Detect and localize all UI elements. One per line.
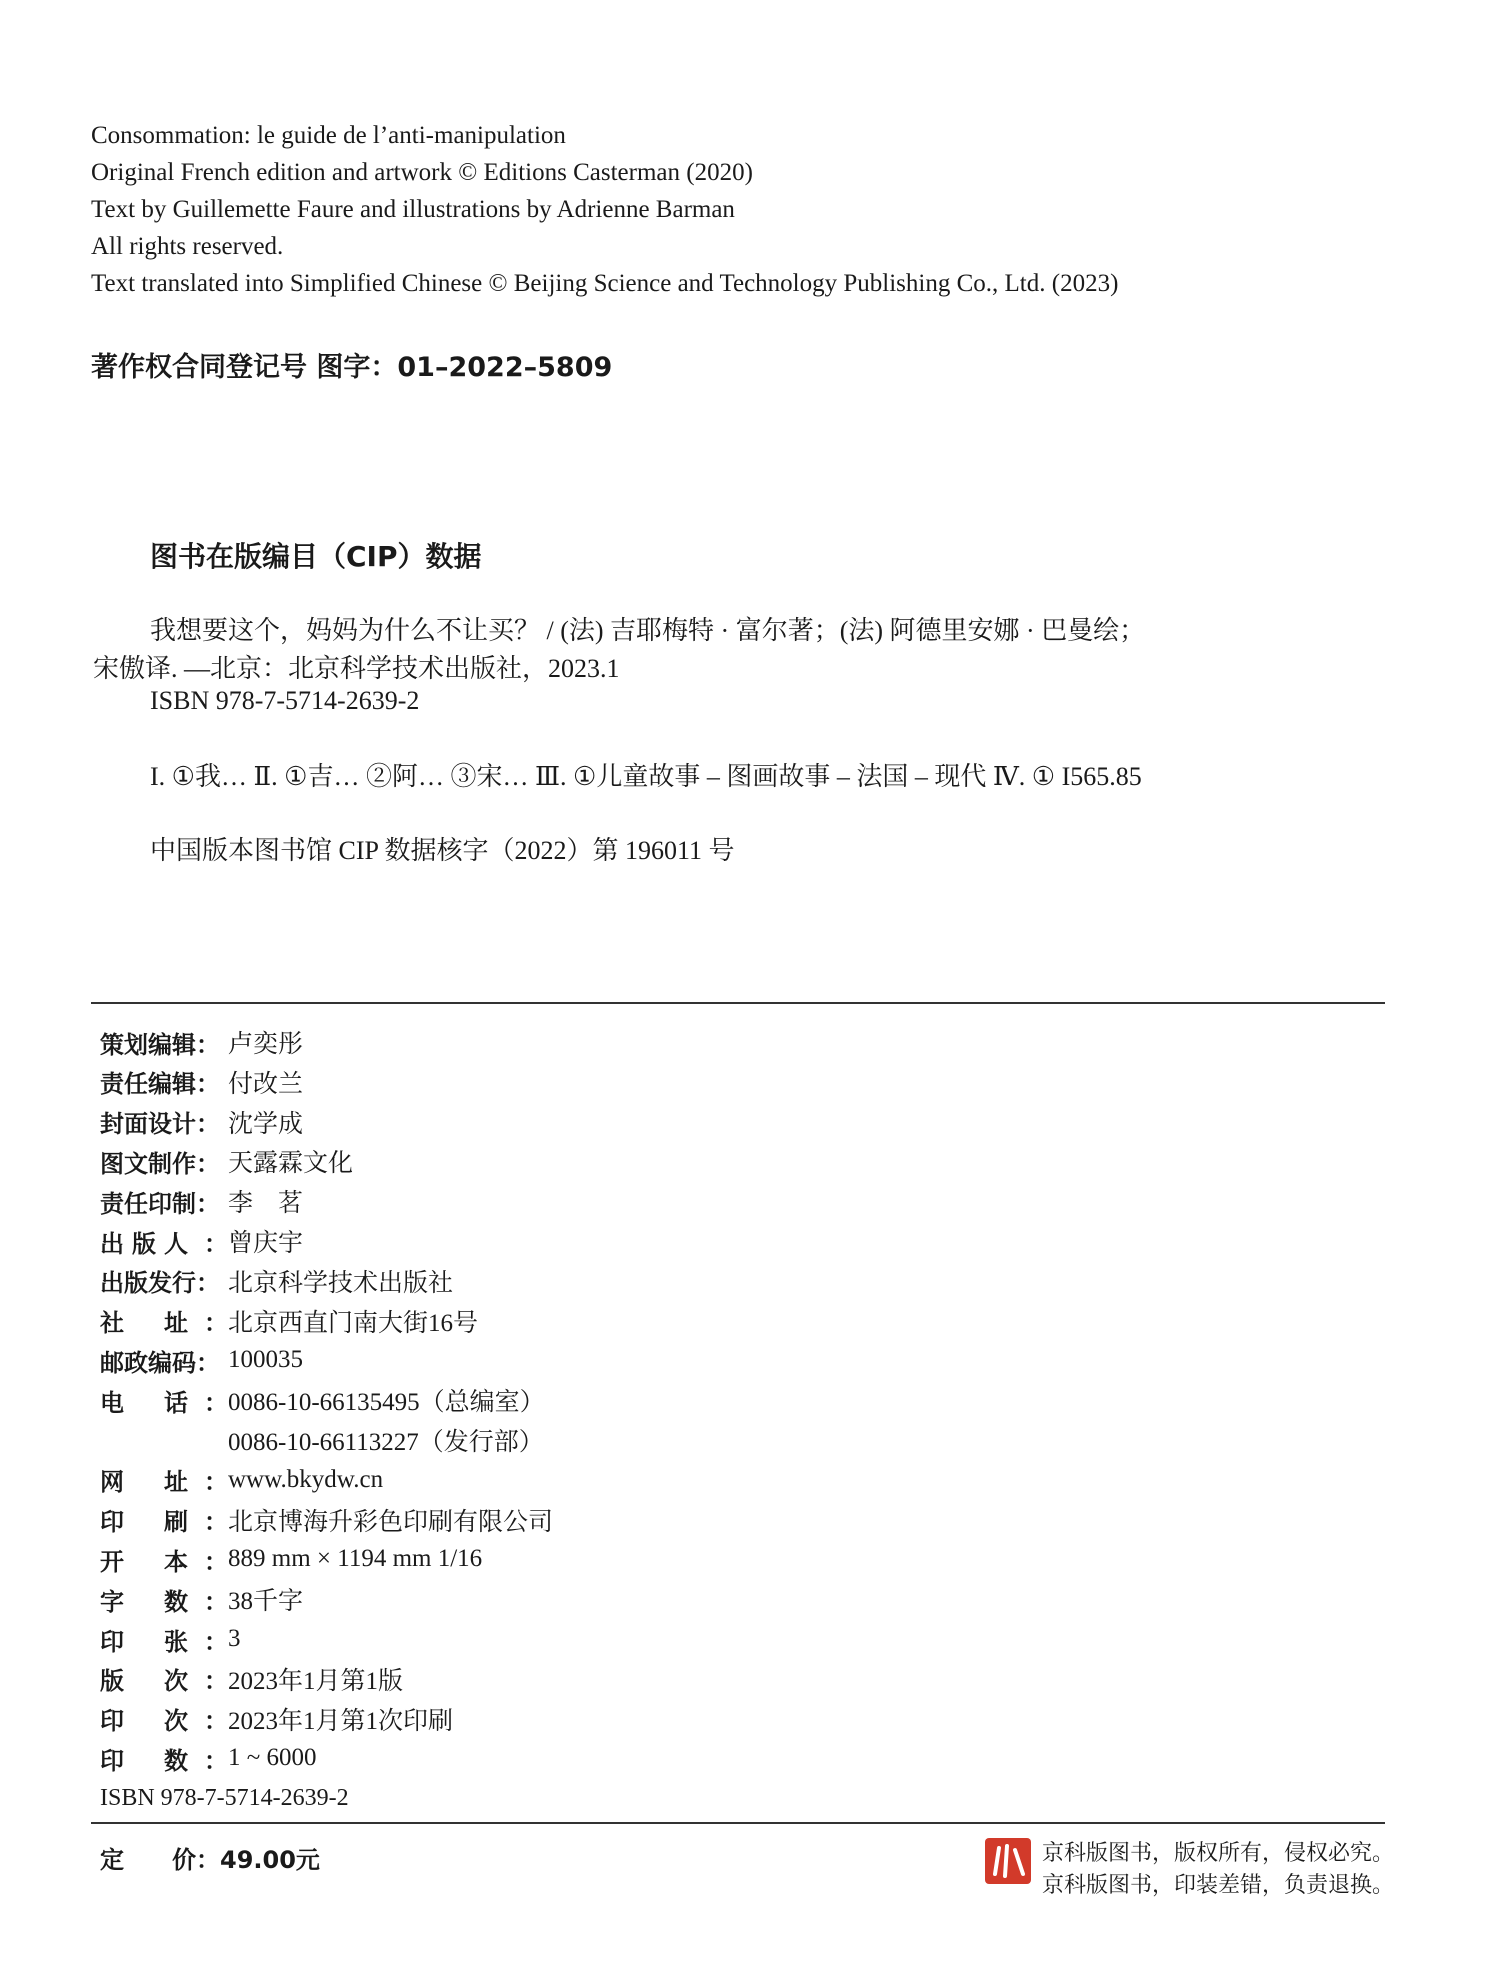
- credit-label: 电 话 ：: [100, 1388, 228, 1417]
- credit-value: 李 茗: [228, 1190, 304, 1218]
- cip-line-2: 宋傲译. —北京：北京科学技术出版社，2023.1: [93, 654, 620, 683]
- publisher-logo-icon: [985, 1838, 1031, 1884]
- credit-value: 沈学成: [228, 1110, 304, 1138]
- notice-line-2: 京科版图书，印装差错，负责退换。: [1042, 1872, 1395, 1897]
- price-row: [100, 1840, 320, 1875]
- credit-label: 策划编辑：: [100, 1030, 220, 1059]
- credit-label: 责任印制：: [100, 1189, 220, 1218]
- price-value: 49.00元: [220, 1846, 320, 1874]
- cip-check-number: 中国版本图书馆 CIP 数据核字（2022）第 196011 号: [150, 836, 735, 865]
- credit-label: 出 版 人 ：: [100, 1229, 228, 1258]
- credit-row: [100, 1343, 303, 1377]
- isbn-bottom: ISBN 978-7-5714-2639-2: [100, 1785, 349, 1811]
- credit-row: [100, 1025, 303, 1059]
- credit-row: [100, 1383, 545, 1417]
- cip-title: 图书在版编目（CIP）数据: [150, 540, 482, 573]
- credit-row: [100, 1622, 241, 1656]
- credit-row: [100, 1741, 317, 1775]
- credit-label: 字 数 ：: [100, 1587, 228, 1616]
- cip-isbn: ISBN 978-7-5714-2639-2: [150, 686, 420, 715]
- credit-label: 印 刷 ：: [100, 1508, 228, 1537]
- credit-row: [100, 1264, 453, 1298]
- credit-value: 北京博海升彩色印刷有限公司: [228, 1508, 554, 1536]
- credit-value: 2023年1月第1版: [228, 1667, 404, 1695]
- credit-row: [100, 1463, 383, 1497]
- credit-row: [100, 1542, 482, 1576]
- english-line-4: All rights reserved.: [91, 233, 284, 260]
- credit-label: 印 次 ：: [100, 1707, 228, 1736]
- credit-value: 3: [228, 1625, 241, 1652]
- credit-value: 曾庆宇: [228, 1230, 304, 1257]
- credit-row: [100, 1662, 403, 1696]
- copyright-registration: 著作权合同登记号 图字：01–2022–5809: [91, 352, 613, 383]
- credit-value: 1 ~ 6000: [228, 1744, 317, 1772]
- english-line-5: Text translated into Simplified Chinese © Beijing Science and Technology Publishing Co., Ltd. (2023): [91, 270, 1119, 297]
- credit-label: 责任编辑：: [100, 1070, 220, 1099]
- credit-label: 版 次 ：: [100, 1667, 228, 1696]
- credit-value: www.bkydw.cn: [228, 1465, 384, 1493]
- credit-value: 889 mm × 1194 mm 1/16: [228, 1545, 483, 1573]
- price-label: 定 价：: [100, 1846, 220, 1874]
- credit-value: 天露霖文化: [228, 1150, 354, 1178]
- credit-value: 北京科学技术出版社: [228, 1269, 454, 1297]
- credit-label: 图文制作：: [100, 1149, 220, 1178]
- credit-row: [100, 1304, 478, 1338]
- credit-row: [100, 1503, 553, 1537]
- credit-row: [100, 1184, 303, 1218]
- credit-label: 印 数 ：: [100, 1746, 228, 1775]
- cip-line-1: 我想要这个，妈妈为什么不让买？ / (法) 吉耶梅特 · 富尔著；(法) 阿德里安娜 · 巴曼绘；: [150, 616, 1146, 645]
- bottom-divider: [91, 1822, 1385, 1824]
- cip-classification: I. ①我… Ⅱ. ①吉… ②阿… ③宋… Ⅲ. ①儿童故事 – 图画故事 – 法国 – 现代 Ⅳ. ① I565.85: [150, 762, 1142, 791]
- credit-value: 38千字: [228, 1588, 304, 1616]
- credit-value: 0086-10-66113227（发行部）: [228, 1429, 544, 1456]
- credit-label: 开 本 ：: [100, 1547, 228, 1576]
- credit-value: 北京西直门南大街16号: [228, 1309, 479, 1337]
- credit-label: 出版发行：: [100, 1269, 220, 1298]
- english-line-1: Consommation: le guide de l’anti-manipulation: [91, 122, 566, 149]
- credit-value: 0086-10-66135495（总编室）: [228, 1389, 545, 1417]
- credit-value: 卢奕彤: [228, 1031, 304, 1058]
- credit-row: [100, 1582, 303, 1616]
- credit-row: [100, 1702, 453, 1736]
- credit-value: 2023年1月第1次印刷: [228, 1707, 454, 1735]
- english-line-3: Text by Guillemette Faure and illustrations by Adrienne Barman: [91, 196, 735, 223]
- credit-label: 邮政编码：: [100, 1348, 220, 1377]
- credit-label: 印 张 ：: [100, 1627, 228, 1656]
- credit-value: 100035: [228, 1346, 303, 1374]
- english-line-2: Original French edition and artwork © Editions Casterman (2020): [91, 159, 753, 186]
- credit-label: 社 址 ：: [100, 1309, 228, 1338]
- credit-row: [100, 1144, 353, 1178]
- credit-row: [100, 1065, 303, 1099]
- notice-line-1: 京科版图书，版权所有，侵权必究。: [1042, 1840, 1395, 1865]
- top-divider: [91, 1002, 1385, 1004]
- credit-label: 网 址 ：: [100, 1468, 228, 1497]
- credit-row: [100, 1224, 303, 1258]
- credit-label: 封面设计：: [100, 1110, 220, 1139]
- credit-row: [100, 1105, 303, 1139]
- credit-value: 付改兰: [228, 1070, 304, 1098]
- credit-row: [100, 1423, 544, 1457]
